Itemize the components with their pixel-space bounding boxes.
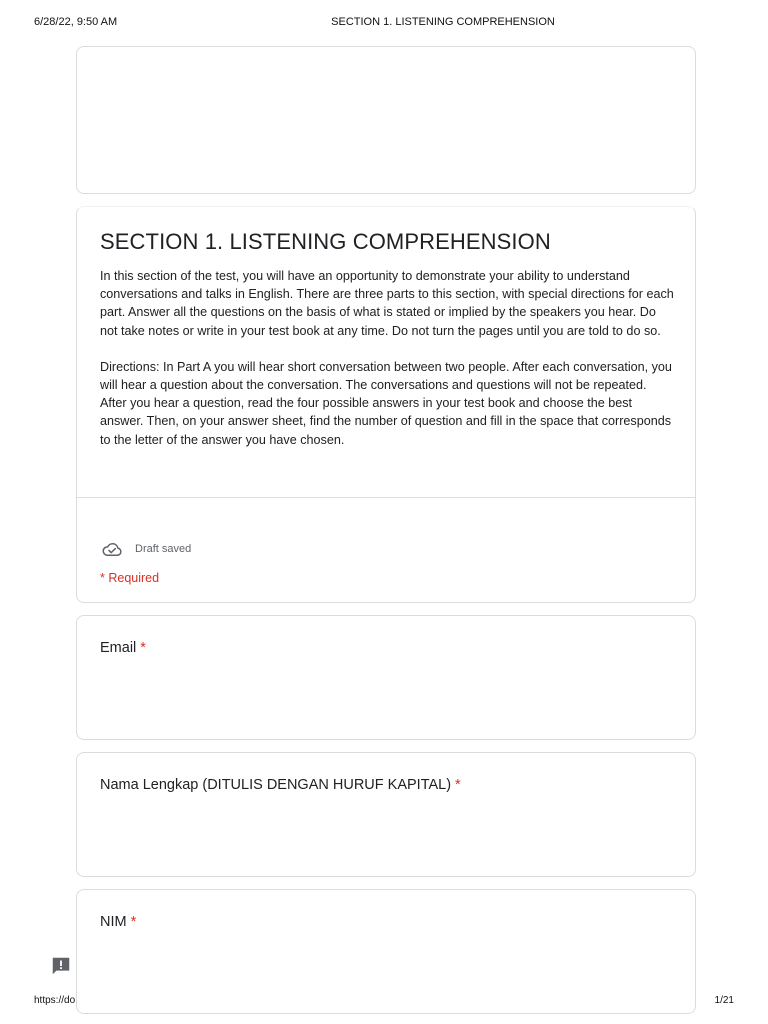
section-header-card — [76, 206, 696, 603]
question-label — [100, 914, 136, 930]
required-asterisk: * — [140, 640, 146, 656]
draft-status-text: Draft saved — [135, 543, 192, 555]
question-label — [100, 640, 146, 656]
section-paragraph-1: In this section of the test, you will have an opportunity to demonstrate your ability to understand conversations and talks in English. There are three parts to this section, with special directions for each part. Answer all the questions on the basis of what is stated or implied by the speakers you hear. Do not take notes or write in your test book at any time. Do not turn the pages until you are told to do so. — [100, 269, 674, 338]
required-note: * Required — [100, 571, 160, 585]
section-title: SECTION 1. LISTENING COMPREHENSION — [100, 229, 551, 254]
cloud-done-icon — [101, 541, 123, 557]
section-divider — [77, 497, 695, 498]
question-nim-title: NIM — [100, 914, 127, 930]
question-full-name-title: Nama Lengkap (DITULIS DENGAN HURUF KAPITAL) — [100, 777, 452, 793]
question-full-name[interactable] — [76, 752, 696, 877]
section-paragraph-2: Directions: In Part A you will hear short conversation between two people. After each conversation, you will hear a question about the conversation. The conversations and questions will not be repeated. After you hear a question, read the four possible answers in your test book and choose the best answer. Then, on your answer sheet, find the number of question and fill in the space that corresponds to the letter of the answer you have chosen. — [100, 359, 672, 447]
feedback-icon[interactable] — [50, 955, 72, 977]
footer-page-number: 1/21 — [714, 995, 734, 1006]
required-asterisk: * — [130, 914, 137, 930]
header-banner-card — [76, 46, 696, 194]
footer-url: https://do — [34, 995, 75, 1006]
question-email-title: Email — [100, 640, 137, 656]
question-label — [100, 777, 461, 793]
question-nim[interactable] — [76, 889, 696, 1014]
draft-status — [101, 540, 191, 558]
section-description — [100, 267, 675, 467]
print-date: 6/28/22, 9:50 AM — [34, 16, 118, 28]
question-email[interactable] — [76, 615, 696, 740]
print-title: SECTION 1. LISTENING COMPREHENSION — [331, 16, 555, 28]
required-asterisk: * — [455, 777, 461, 793]
print-header — [0, 16, 768, 32]
